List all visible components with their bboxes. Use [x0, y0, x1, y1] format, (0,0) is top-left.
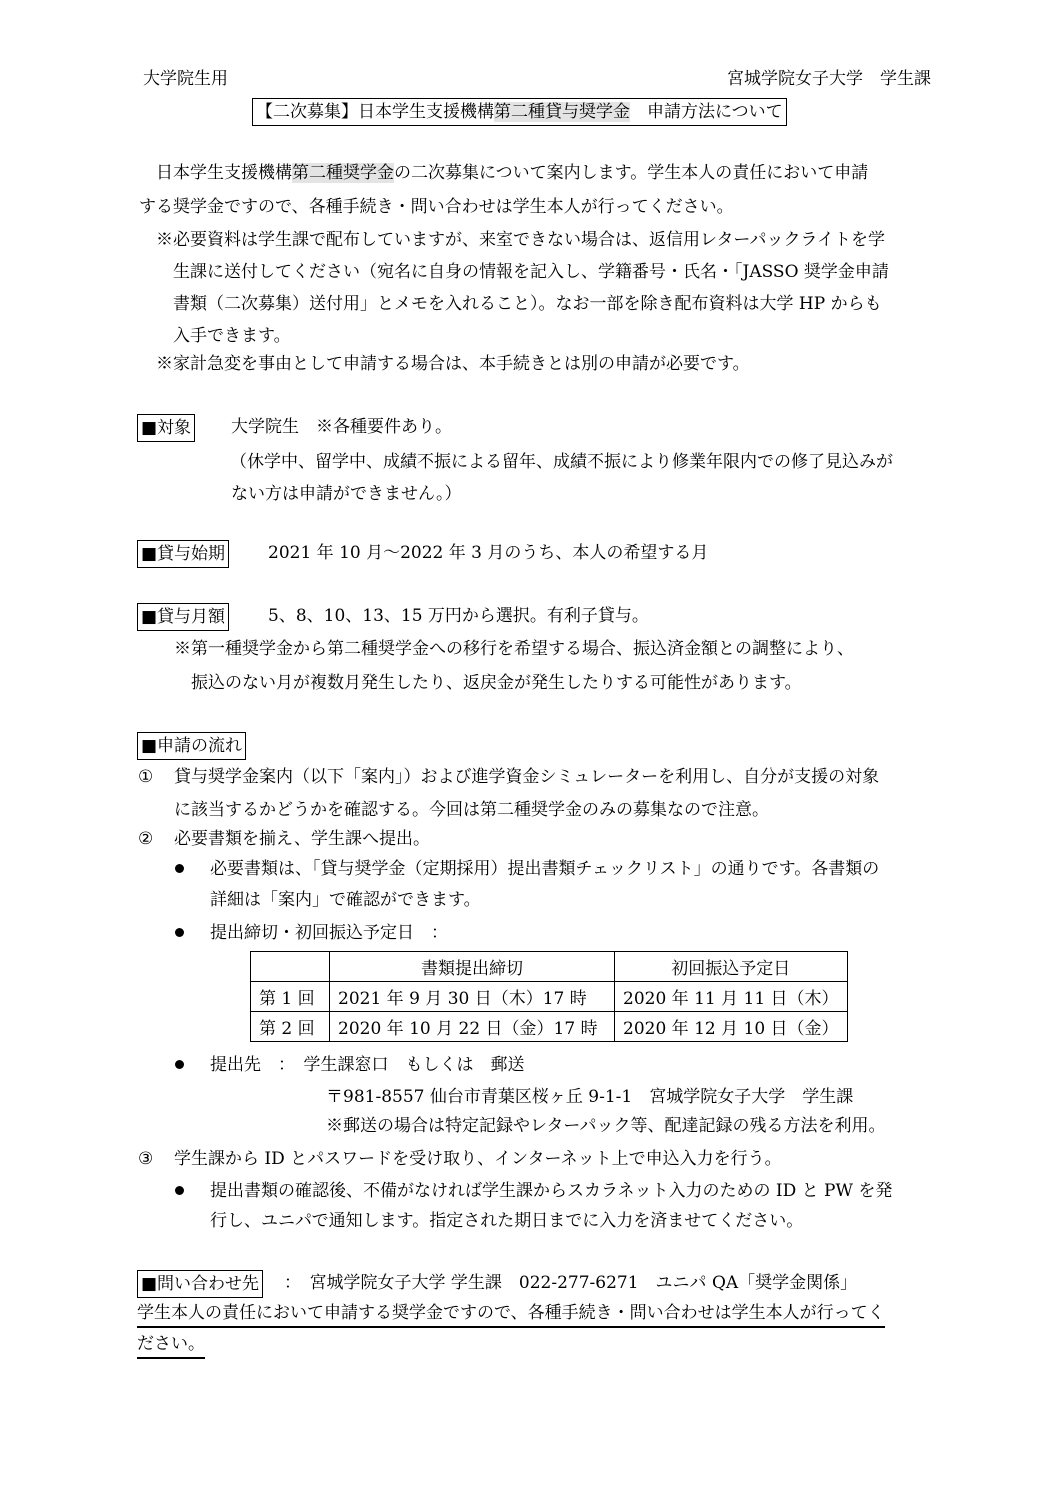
bullet-2-text: 提出締切・初回振込予定日 ：: [210, 923, 448, 943]
mail-note: ※郵送の場合は特定記録やレターパック等、配達記録の残る方法を利用。: [326, 1116, 886, 1136]
row-payment: 2020 年 11 月 11 日（木）: [615, 982, 848, 1012]
bullet-icon: [175, 1186, 184, 1195]
step-1-line-2: に該当するかどうかを確認する。今回は第二種奨学金のみの募集なので注意。: [174, 800, 769, 820]
row-payment: 2020 年 12 月 10 日（金）: [615, 1012, 848, 1042]
contact-text: ： 宮城学院女子大学 学生課 022-277-6271 ユニパ QA「奨学金関係」: [284, 1273, 858, 1293]
table-row: [251, 1012, 848, 1042]
intro-l1a: 日本学生支援機構: [156, 163, 292, 183]
audience-label: 大学院生用: [143, 69, 228, 89]
note-1-line-4: 入手できます。: [173, 326, 291, 346]
step-2-number: ②: [138, 829, 154, 849]
row-deadline: 2020 年 10 月 22 日（金）17 時: [330, 1012, 615, 1042]
bullet-4-line-2: 行し、ユニパで通知します。指定された期日までに入力を済ませてください。: [210, 1211, 804, 1231]
step-3-number: ③: [138, 1149, 154, 1169]
title-highlight: 第二種貸与奨学金: [494, 102, 630, 122]
table-row: [251, 982, 848, 1012]
bullet-icon: [175, 928, 184, 937]
table-corner-cell: [251, 952, 330, 982]
warning-line-2: ださい。: [137, 1331, 205, 1359]
step-1-number: ①: [138, 767, 154, 787]
bullet-3-text: 提出先 ： 学生課窓口 もしくは 郵送: [210, 1055, 525, 1075]
table-header-row: [251, 952, 848, 982]
bullet-1-line-2: 詳細は「案内」で確認ができます。: [210, 890, 481, 910]
row-label: 第 1 回: [251, 982, 330, 1012]
warning-line-1: 学生本人の責任において申請する奨学金ですので、各種手続き・問い合わせは学生本人が行ってく: [137, 1300, 885, 1328]
bullet-4-line-1: 提出書類の確認後、不備がなければ学生課からスカラネット入力のための ID と PW を発: [210, 1181, 893, 1201]
intro-line-2: する奨学金ですので、各種手続き・問い合わせは学生本人が行ってください。: [139, 197, 734, 217]
section-target-label: ■対象: [137, 414, 195, 442]
intro-highlight: 第二種奨学金: [292, 163, 394, 183]
header-deadline: 書類提出締切: [330, 952, 615, 982]
row-label: 第 2 回: [251, 1012, 330, 1042]
address-text: 〒981-8557 仙台市青葉区桜ヶ丘 9-1-1 宮城学院女子大学 学生課: [326, 1087, 854, 1107]
step-2-text: 必要書類を揃え、学生課へ提出。: [174, 829, 431, 849]
title-part-b: 申請方法について: [630, 102, 783, 122]
note-1-line-1: ※必要資料は学生課で配布していますが、来室できない場合は、返信用レターパックライトを学: [156, 230, 885, 250]
monthly-note-2: 振込のない月が複数月発生したり、返戻金が発生したりする可能性があります。: [191, 673, 802, 693]
row-deadline: 2021 年 9 月 30 日（木）17 時: [330, 982, 615, 1012]
target-sub-2: ない方は申請ができません。）: [231, 484, 462, 504]
step-1-line-1: 貸与奨学金案内（以下「案内」）および進学資金シミュレーターを利用し、自分が支援の対象: [174, 767, 880, 787]
office-label: 宮城学院女子大学 学生課: [727, 69, 931, 89]
bullet-icon: [175, 1060, 184, 1069]
title-part-a: 【二次募集】日本学生支援機構: [256, 102, 494, 122]
section-contact-label: ■問い合わせ先: [137, 1270, 263, 1298]
target-text: 大学院生 ※各種要件あり。: [231, 417, 452, 437]
page-title: [252, 98, 787, 126]
note-2: ※家計急変を事由として申請する場合は、本手続きとは別の申請が必要です。: [156, 354, 750, 374]
bullet-1-line-1: 必要書類は、「貸与奨学金（定期採用）提出書類チェックリスト」の通りです。各書類の: [210, 859, 880, 879]
note-1-line-2: 生課に送付してください（宛名に自身の情報を記入し、学籍番号・氏名・「JASSO 奨学金申請: [173, 262, 889, 282]
note-1-line-3: 書類（二次募集）送付用」とメモを入れること）。なお一部を除き配布資料は大学 HP からも: [173, 294, 882, 314]
intro-line-1: [156, 160, 868, 186]
start-text: 2021 年 10 月～2022 年 3 月のうち、本人の希望する月: [268, 543, 709, 563]
bullet-icon: [175, 864, 184, 873]
monthly-text: 5、8、10、13、15 万円から選択。有利子貸与。: [268, 606, 649, 626]
header-payment: 初回振込予定日: [615, 952, 848, 982]
intro-l1b: の二次募集について案内します。学生本人の責任において申請: [394, 163, 869, 183]
section-start-label: ■貸与始期: [137, 540, 229, 568]
schedule-table: [250, 951, 848, 1042]
section-monthly-label: ■貸与月額: [137, 603, 229, 631]
step-3-text: 学生課から ID とパスワードを受け取り、インターネット上で申込入力を行う。: [174, 1149, 782, 1169]
monthly-note-1: ※第一種奨学金から第二種奨学金への移行を希望する場合、振込済金額との調整により、: [174, 639, 854, 659]
section-flow-label: ■申請の流れ: [137, 732, 246, 760]
target-sub-1: （休学中、留学中、成績不振による留年、成績不振により修業年限内での修了見込みが: [230, 452, 893, 472]
